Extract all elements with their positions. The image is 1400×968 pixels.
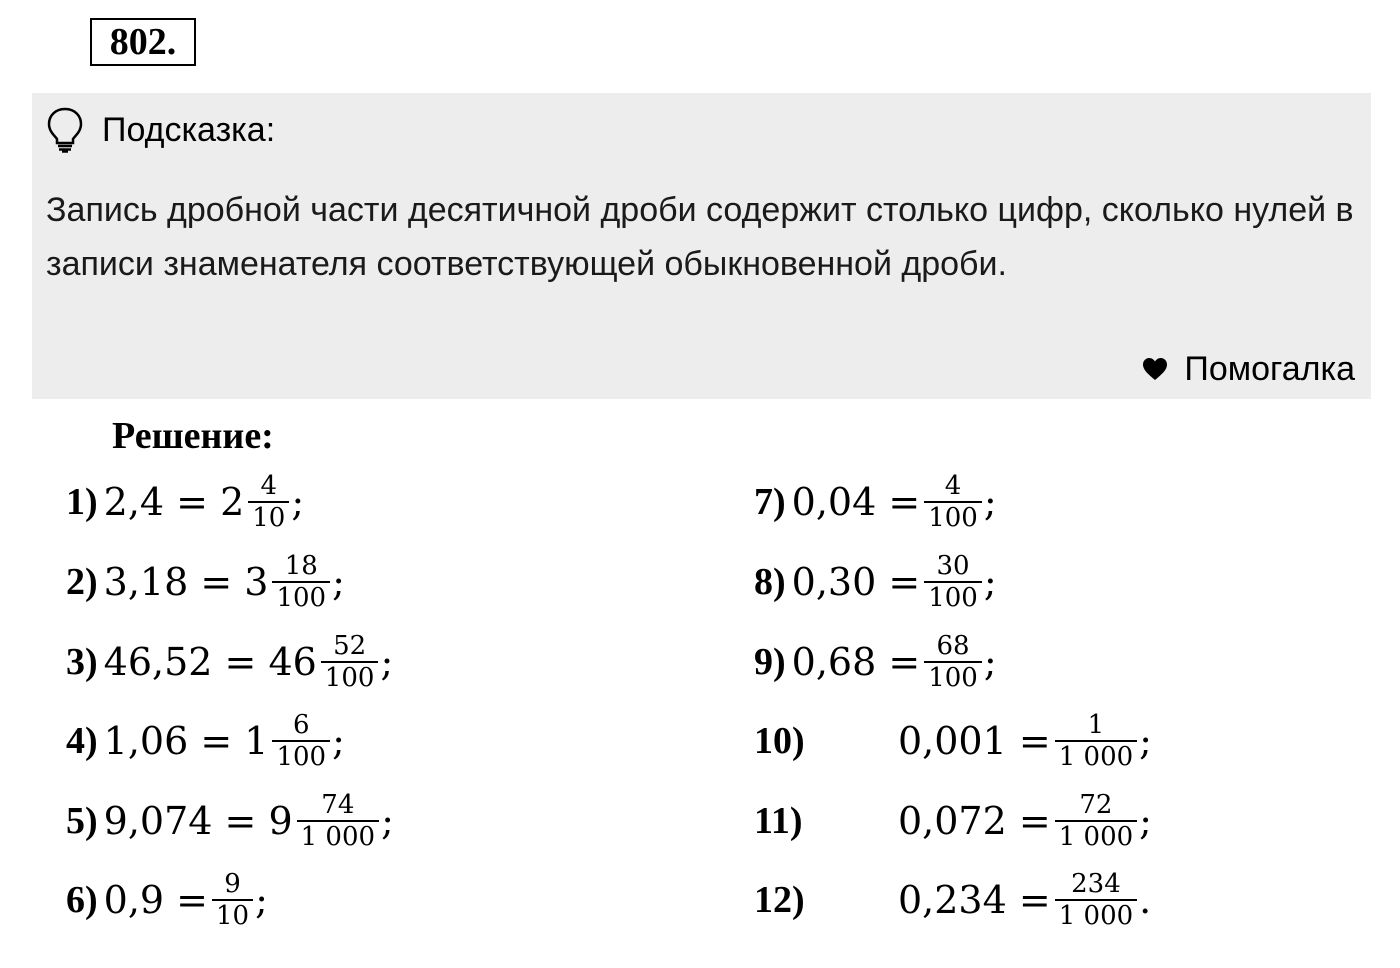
- item-lhs: 0,9 =: [103, 878, 209, 922]
- fraction-numerator: 30: [936, 551, 970, 581]
- item-lhs: 3,18 = 3: [103, 560, 269, 604]
- item-expression: [104, 551, 345, 613]
- item-expression: [898, 869, 1151, 931]
- solution-item: [754, 706, 1152, 776]
- fraction-denominator: 10: [248, 501, 289, 533]
- lightbulb-icon: [46, 107, 84, 153]
- item-number: 6): [66, 879, 98, 921]
- fraction: [1055, 790, 1137, 852]
- item-expression: [104, 710, 345, 772]
- fraction-numerator: 234: [1071, 869, 1121, 899]
- hint-header: [46, 107, 275, 153]
- fraction-denominator: 1 000: [1055, 899, 1137, 931]
- fraction: [924, 631, 982, 693]
- item-expression: [792, 471, 997, 533]
- fraction: [272, 710, 330, 772]
- fraction-denominator: 1 000: [1055, 820, 1137, 852]
- fraction-numerator: 72: [1079, 790, 1113, 820]
- item-end: ;: [255, 878, 268, 922]
- fraction-numerator: 18: [284, 551, 318, 581]
- item-lhs: 0,072 =: [898, 799, 1051, 843]
- fraction: [212, 869, 253, 931]
- fraction-denominator: 100: [924, 581, 982, 613]
- fraction: [297, 790, 379, 852]
- item-lhs: 9,074 = 9: [103, 799, 293, 843]
- fraction-numerator: 9: [224, 869, 241, 899]
- fraction-denominator: 100: [272, 581, 330, 613]
- solution-title: Решение:: [112, 415, 274, 457]
- solution-item: [66, 786, 394, 856]
- solution-item: [754, 627, 997, 697]
- item-expression: [104, 471, 305, 533]
- item-end: ;: [983, 560, 997, 604]
- hint-footer[interactable]: [1142, 349, 1355, 389]
- fraction-denominator: 100: [924, 661, 982, 693]
- solution-item: [754, 865, 1151, 935]
- item-lhs: 0,68 =: [791, 640, 921, 684]
- item-end: ;: [1139, 719, 1152, 763]
- item-end: ;: [291, 480, 305, 524]
- item-number: 12): [754, 879, 805, 921]
- solution-item: [66, 706, 345, 776]
- fraction: [1055, 869, 1137, 931]
- solution-item: [754, 547, 997, 617]
- hint-title: Подсказка:: [102, 110, 276, 149]
- item-number: 2): [66, 561, 98, 603]
- item-number: 8): [754, 561, 786, 603]
- fraction-numerator: 4: [260, 471, 278, 501]
- item-expression: [792, 631, 997, 693]
- solution-item: [66, 865, 268, 935]
- item-lhs: 0,234 =: [898, 878, 1051, 922]
- item-end: ;: [983, 480, 997, 524]
- fraction-numerator: 68: [936, 631, 970, 661]
- item-number: 5): [66, 800, 98, 842]
- item-end: ;: [381, 799, 394, 843]
- item-number: 3): [66, 641, 98, 683]
- item-end: .: [1139, 878, 1152, 922]
- heart-icon: [1142, 357, 1168, 381]
- fraction-denominator: 100: [321, 661, 379, 693]
- item-number: 4): [66, 720, 98, 762]
- fraction: [924, 551, 982, 613]
- item-expression: [898, 790, 1152, 852]
- item-expression: [898, 710, 1152, 772]
- fraction-numerator: 4: [944, 471, 962, 501]
- fraction-denominator: 1 000: [1055, 740, 1137, 772]
- solution-item: [754, 786, 1152, 856]
- item-lhs: 0,001 =: [898, 719, 1051, 763]
- item-lhs: 1,06 = 1: [103, 719, 269, 763]
- hint-box: [32, 93, 1371, 399]
- fraction: [248, 471, 289, 533]
- fraction-numerator: 6: [293, 710, 310, 740]
- fraction-denominator: 1 000: [297, 820, 379, 852]
- fraction-numerator: 74: [321, 790, 355, 820]
- item-number: 10): [754, 720, 805, 762]
- item-number: 11): [754, 800, 803, 842]
- item-end: ;: [380, 640, 394, 684]
- solution-item: [754, 467, 997, 537]
- item-end: ;: [1139, 799, 1152, 843]
- solution-item: [66, 467, 304, 537]
- fraction: [272, 551, 330, 613]
- item-number: 9): [754, 641, 786, 683]
- fraction: [1055, 710, 1137, 772]
- hint-text: Запись дробной части десятичной дроби содержит столько цифр, сколько нулей в записи знаменателя соответствующей обыкновенной дроби.: [46, 191, 1354, 283]
- item-end: ;: [983, 640, 997, 684]
- item-end: ;: [332, 719, 345, 763]
- item-expression: [792, 551, 997, 613]
- item-expression: [104, 790, 394, 852]
- solution-item: [66, 627, 393, 697]
- item-expression: [104, 869, 268, 931]
- item-number: 7): [754, 481, 786, 523]
- fraction-numerator: 52: [333, 631, 367, 661]
- fraction-denominator: 100: [272, 740, 330, 772]
- item-end: ;: [332, 560, 345, 604]
- item-lhs: 2,4 = 2: [103, 480, 245, 524]
- fraction-denominator: 10: [212, 899, 253, 931]
- item-lhs: 0,30 =: [791, 560, 921, 604]
- task-number: 802.: [90, 18, 196, 66]
- item-expression: [104, 631, 394, 693]
- fraction-numerator: 1: [1087, 710, 1105, 740]
- fraction-denominator: 100: [924, 501, 982, 533]
- solution-item: [66, 547, 345, 617]
- pomogalka-label: Помогалка: [1184, 349, 1355, 388]
- item-lhs: 0,04 =: [791, 480, 921, 524]
- fraction: [321, 631, 379, 693]
- item-number: 1): [66, 481, 98, 523]
- item-lhs: 46,52 = 46: [103, 640, 317, 684]
- fraction: [924, 471, 982, 533]
